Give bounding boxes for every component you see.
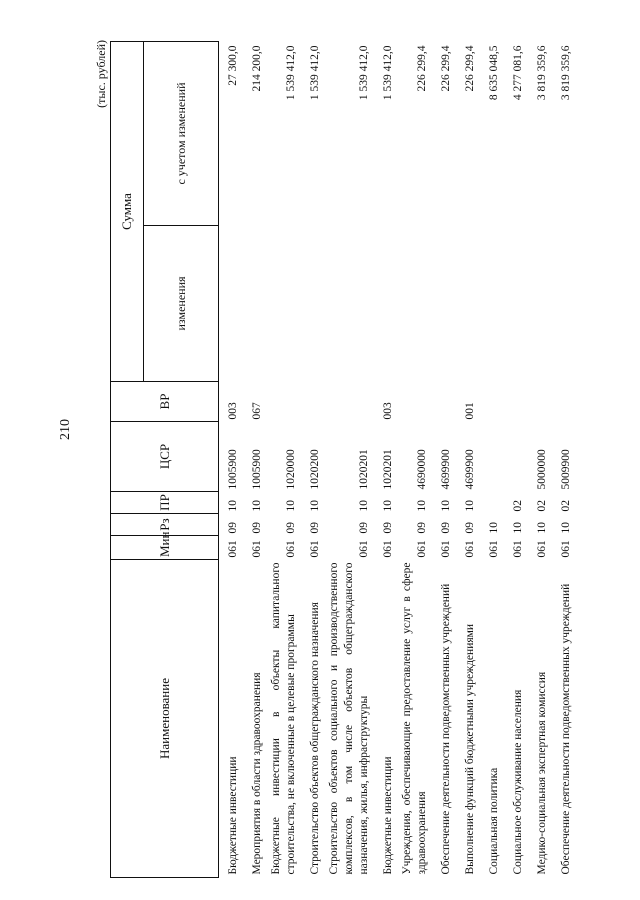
row-min: 061 bbox=[536, 540, 548, 558]
row-min: 061 bbox=[488, 540, 500, 558]
row-min: 061 bbox=[358, 540, 370, 558]
table-row bbox=[528, 42, 552, 878]
table-row bbox=[325, 42, 374, 878]
row-min: 061 bbox=[251, 540, 263, 558]
row-pr: 10 bbox=[285, 500, 297, 512]
table-row bbox=[456, 42, 480, 878]
row-total: 1 539 412,0 bbox=[309, 45, 321, 101]
row-rz: 09 bbox=[251, 522, 263, 534]
row-csr: 5000000 bbox=[536, 449, 548, 490]
header-total: с учетом изменений bbox=[144, 42, 219, 226]
row-vr bbox=[552, 382, 576, 422]
row-pr: 10 bbox=[416, 500, 428, 512]
header-change: изменения bbox=[144, 226, 219, 382]
row-vr: 003 bbox=[227, 402, 239, 420]
row-csr: 1020000 bbox=[285, 449, 297, 490]
row-vr bbox=[325, 382, 374, 422]
row-rz: 10 bbox=[560, 522, 572, 534]
row-vr bbox=[267, 382, 301, 422]
row-rz: 09 bbox=[285, 522, 297, 534]
row-total: 27 300,0 bbox=[227, 45, 239, 86]
row-total: 4 277 081,6 bbox=[512, 45, 524, 101]
row-pr bbox=[480, 492, 504, 514]
row-name: Мероприятия в области здравоохранения bbox=[251, 672, 263, 875]
row-pr: 02 bbox=[512, 500, 524, 512]
row-csr: 4699900 bbox=[464, 449, 476, 490]
row-total: 214 200,0 bbox=[251, 45, 263, 92]
units-label: (тыс. рублей) bbox=[94, 40, 108, 108]
row-change bbox=[432, 226, 456, 382]
row-min: 061 bbox=[440, 540, 452, 558]
table-row bbox=[432, 42, 456, 878]
row-change bbox=[480, 226, 504, 382]
row-change bbox=[267, 226, 301, 382]
row-change bbox=[374, 226, 398, 382]
row-csr: 4690000 bbox=[416, 449, 428, 490]
row-name: Обеспечение деятельности подведомственных учреждений bbox=[440, 583, 452, 875]
table-body bbox=[219, 42, 577, 878]
row-min: 061 bbox=[416, 540, 428, 558]
budget-table bbox=[110, 41, 576, 878]
row-vr bbox=[504, 382, 528, 422]
row-name: Бюджетные инвестиции bbox=[227, 756, 239, 875]
header-vr: ВР bbox=[111, 382, 219, 422]
table-row bbox=[398, 42, 432, 878]
row-change bbox=[456, 226, 480, 382]
page-number: 210 bbox=[58, 419, 73, 440]
row-vr bbox=[528, 382, 552, 422]
row-rz: 09 bbox=[358, 522, 370, 534]
rotated-page-content bbox=[92, 38, 576, 878]
row-rz: 09 bbox=[440, 522, 452, 534]
header-sum: Сумма bbox=[111, 42, 144, 382]
table-row bbox=[301, 42, 325, 878]
table-row bbox=[504, 42, 528, 878]
row-total: 8 635 048,5 bbox=[488, 45, 500, 101]
header-rz: Рз bbox=[111, 514, 219, 536]
row-change bbox=[325, 226, 374, 382]
header-name: Наименование bbox=[111, 560, 219, 878]
row-name: Социальная политика bbox=[488, 767, 500, 875]
row-vr bbox=[398, 382, 432, 422]
row-rz: 10 bbox=[536, 522, 548, 534]
row-rz: 09 bbox=[227, 522, 239, 534]
row-min: 061 bbox=[285, 540, 297, 558]
row-name: Бюджетные инвестиции bbox=[382, 756, 394, 875]
table-row bbox=[552, 42, 576, 878]
row-total: 226 299,4 bbox=[440, 45, 452, 92]
table-row bbox=[219, 42, 244, 878]
row-total: 3 819 359,6 bbox=[560, 45, 572, 101]
row-vr bbox=[432, 382, 456, 422]
row-min: 061 bbox=[560, 540, 572, 558]
row-csr: 5009900 bbox=[560, 449, 572, 490]
row-vr bbox=[301, 382, 325, 422]
row-pr: 10 bbox=[251, 500, 263, 512]
row-min: 061 bbox=[382, 540, 394, 558]
table-header bbox=[111, 42, 219, 878]
row-csr: 1020200 bbox=[309, 449, 321, 490]
row-name: Строительство объектов социального и производственного комплексов, в том числе объектов общегражданского назначения, жилья, инфраструктуры bbox=[328, 562, 370, 875]
row-change bbox=[219, 226, 244, 382]
row-pr: 10 bbox=[227, 500, 239, 512]
row-change bbox=[243, 226, 267, 382]
row-change bbox=[301, 226, 325, 382]
row-total: 1 539 412,0 bbox=[382, 45, 394, 101]
row-rz: 09 bbox=[416, 522, 428, 534]
row-rz: 09 bbox=[382, 522, 394, 534]
row-pr: 02 bbox=[560, 500, 572, 512]
row-name: Обеспечение деятельности подведомственных учреждений bbox=[560, 583, 572, 875]
row-total: 226 299,4 bbox=[464, 45, 476, 92]
row-rz: 10 bbox=[512, 522, 524, 534]
row-name: Социальное обслуживание населения bbox=[512, 689, 524, 875]
row-min: 061 bbox=[309, 540, 321, 558]
row-csr bbox=[480, 422, 504, 492]
row-vr: 003 bbox=[382, 402, 394, 420]
row-total: 1 539 412,0 bbox=[358, 45, 370, 101]
table-row bbox=[374, 42, 398, 878]
row-name: Бюджетные инвестиции в объекты капитального строительства, не включенные в целевые программы bbox=[270, 562, 297, 875]
row-total: 226 299,4 bbox=[416, 45, 428, 92]
row-csr bbox=[504, 422, 528, 492]
table-row bbox=[267, 42, 301, 878]
row-pr: 10 bbox=[464, 500, 476, 512]
row-csr: 1020201 bbox=[358, 449, 370, 490]
header-min: Мин bbox=[111, 536, 219, 560]
row-csr: 1005900 bbox=[227, 449, 239, 490]
row-change bbox=[552, 226, 576, 382]
row-vr: 067 bbox=[251, 402, 263, 420]
row-name: Выполнение функций бюджетными учреждениями bbox=[464, 623, 476, 875]
row-min: 061 bbox=[512, 540, 524, 558]
row-rz: 09 bbox=[464, 522, 476, 534]
row-vr bbox=[480, 382, 504, 422]
row-change bbox=[504, 226, 528, 382]
row-rz: 10 bbox=[488, 522, 500, 534]
row-total: 3 819 359,6 bbox=[536, 45, 548, 101]
table-row bbox=[243, 42, 267, 878]
row-pr: 10 bbox=[440, 500, 452, 512]
row-name: Медико-социальная экспертная комиссия bbox=[536, 671, 548, 875]
row-pr: 10 bbox=[358, 500, 370, 512]
row-min: 061 bbox=[464, 540, 476, 558]
header-csr: ЦСР bbox=[111, 422, 219, 492]
row-csr: 4699900 bbox=[440, 449, 452, 490]
row-change bbox=[528, 226, 552, 382]
row-pr: 10 bbox=[382, 500, 394, 512]
row-name: Строительство объектов общегражданского назначения bbox=[309, 602, 321, 875]
row-csr: 1005900 bbox=[251, 449, 263, 490]
header-pr: ПР bbox=[111, 492, 219, 514]
row-pr: 10 bbox=[309, 500, 321, 512]
row-min: 061 bbox=[227, 540, 239, 558]
row-total: 1 539 412,0 bbox=[285, 45, 297, 101]
row-change bbox=[398, 226, 432, 382]
row-vr: 001 bbox=[464, 402, 476, 420]
row-pr: 02 bbox=[536, 500, 548, 512]
table-row bbox=[480, 42, 504, 878]
row-rz: 09 bbox=[309, 522, 321, 534]
row-csr: 1020201 bbox=[382, 449, 394, 490]
row-name: Учреждения, обеспечивающие предоставление услуг в сфере здравоохранения bbox=[401, 562, 428, 875]
